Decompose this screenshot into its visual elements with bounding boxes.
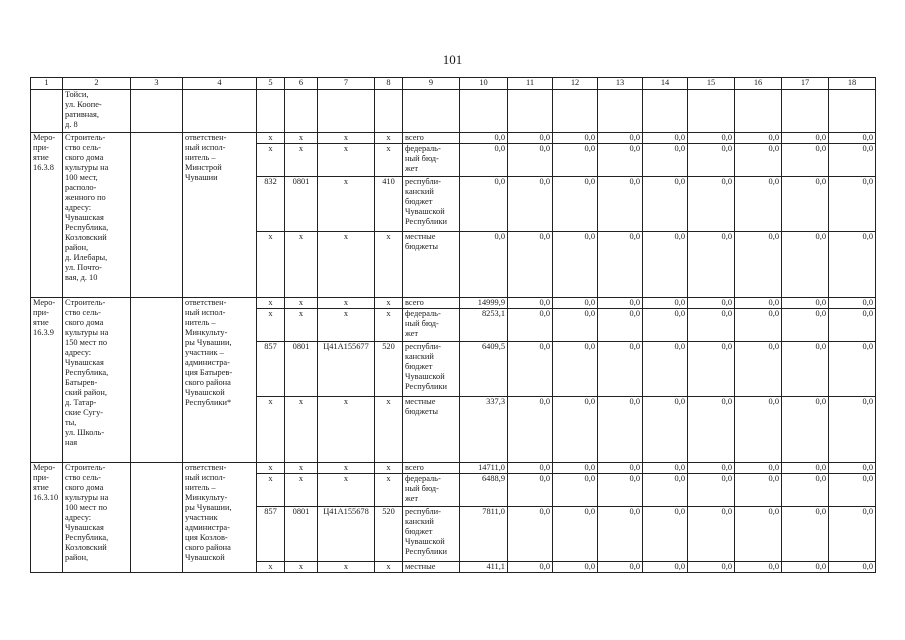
funding-source: республи- канский бюджет Чувашской Республики: [403, 342, 460, 397]
header-cell: 15: [688, 78, 735, 90]
amount-cell: 0,0: [829, 177, 876, 232]
empty-cell: [131, 298, 183, 463]
amount-cell: 0,0: [598, 397, 643, 463]
event-number: Меро- при- ятие 16.3.8: [31, 133, 63, 298]
header-cell: 16: [735, 78, 782, 90]
code-target-article: x: [318, 232, 375, 298]
amount-cell: 0,0: [643, 342, 688, 397]
amount-cell: 0,0: [508, 397, 553, 463]
funding-source: всего: [403, 298, 460, 309]
code-target-article: x: [318, 177, 375, 232]
empty-cell: [598, 90, 643, 133]
funding-source: местные бюджеты: [403, 232, 460, 298]
code-expense-type: x: [375, 474, 403, 507]
amount-cell: 0,0: [782, 298, 829, 309]
amount-cell: 0,0: [688, 474, 735, 507]
header-cell: 12: [553, 78, 598, 90]
empty-cell: [782, 90, 829, 133]
amount-cell: 0,0: [460, 232, 508, 298]
amount-cell: 0,0: [598, 309, 643, 342]
code-grbs: x: [257, 474, 285, 507]
amount-cell: 0,0: [508, 177, 553, 232]
amount-cell: 0,0: [829, 397, 876, 463]
amount-cell: 0,0: [735, 309, 782, 342]
amount-cell: 0,0: [643, 309, 688, 342]
amount-cell: 0,0: [688, 507, 735, 562]
amount-cell: 0,0: [643, 397, 688, 463]
code-section: x: [285, 144, 318, 177]
amount-cell: 0,0: [508, 474, 553, 507]
amount-cell: 0,0: [508, 463, 553, 474]
code-grbs: x: [257, 232, 285, 298]
amount-cell: 0,0: [553, 144, 598, 177]
amount-cell: 0,0: [688, 144, 735, 177]
amount-cell: 0,0: [508, 562, 553, 573]
funding-source: федераль- ный бюд- жет: [403, 144, 460, 177]
amount-cell: 0,0: [782, 309, 829, 342]
amount-cell: 0,0: [688, 298, 735, 309]
funding-source: местные бюджеты: [403, 397, 460, 463]
amount-cell: 0,0: [553, 562, 598, 573]
code-grbs: x: [257, 298, 285, 309]
amount-cell: 0,0: [688, 562, 735, 573]
code-expense-type: x: [375, 463, 403, 474]
header-cell: 17: [782, 78, 829, 90]
object-name: Строитель- ство сель- ского дома культуры на 100 мест по адресу: Чувашская Республика, Козловский район,: [63, 463, 131, 573]
code-grbs: x: [257, 133, 285, 144]
code-target-article: Ц41А155677: [318, 342, 375, 397]
empty-cell: [508, 90, 553, 133]
amount-cell: 0,0: [735, 177, 782, 232]
amount-cell: 0,0: [460, 133, 508, 144]
code-section: x: [285, 133, 318, 144]
amount-cell: 0,0: [598, 507, 643, 562]
funding-source: республи- канский бюджет Чувашской Республики: [403, 507, 460, 562]
amount-cell: 0,0: [553, 177, 598, 232]
funding-source: местные: [403, 562, 460, 573]
empty-cell: [643, 90, 688, 133]
code-expense-type: x: [375, 397, 403, 463]
amount-cell: 7811,0: [460, 507, 508, 562]
amount-cell: 0,0: [688, 342, 735, 397]
header-cell: 8: [375, 78, 403, 90]
code-expense-type: 520: [375, 507, 403, 562]
code-expense-type: x: [375, 298, 403, 309]
code-target-article: x: [318, 474, 375, 507]
code-section: 0801: [285, 507, 318, 562]
amount-cell: 0,0: [735, 144, 782, 177]
amount-cell: 0,0: [643, 507, 688, 562]
code-target-article: x: [318, 298, 375, 309]
code-section: x: [285, 474, 318, 507]
amount-cell: 0,0: [735, 232, 782, 298]
amount-cell: 0,0: [553, 507, 598, 562]
amount-cell: 0,0: [829, 133, 876, 144]
code-grbs: x: [257, 144, 285, 177]
amount-cell: 0,0: [553, 474, 598, 507]
amount-cell: 0,0: [782, 133, 829, 144]
code-target-article: x: [318, 133, 375, 144]
table-row: [31, 90, 876, 133]
code-expense-type: 520: [375, 342, 403, 397]
empty-cell: [829, 90, 876, 133]
amount-cell: 0,0: [508, 232, 553, 298]
header-cell: 11: [508, 78, 553, 90]
empty-cell: [131, 133, 183, 298]
empty-cell: [460, 90, 508, 133]
empty-cell: [735, 90, 782, 133]
code-section: x: [285, 298, 318, 309]
amount-cell: 0,0: [829, 144, 876, 177]
header-cell: 14: [643, 78, 688, 90]
amount-cell: 0,0: [829, 463, 876, 474]
amount-cell: 0,0: [598, 232, 643, 298]
code-section: x: [285, 309, 318, 342]
event-number: Меро- при- ятие 16.3.9: [31, 298, 63, 463]
amount-cell: 0,0: [598, 177, 643, 232]
header-cell: 9: [403, 78, 460, 90]
amount-cell: 0,0: [735, 474, 782, 507]
amount-cell: 0,0: [553, 342, 598, 397]
amount-cell: 0,0: [598, 474, 643, 507]
code-target-article: x: [318, 397, 375, 463]
empty-cell: [183, 90, 257, 133]
empty-cell: [318, 90, 375, 133]
code-target-article: x: [318, 144, 375, 177]
amount-cell: 0,0: [460, 144, 508, 177]
amount-cell: 0,0: [553, 309, 598, 342]
amount-cell: 0,0: [782, 507, 829, 562]
amount-cell: 337,3: [460, 397, 508, 463]
header-cell: 1: [31, 78, 63, 90]
amount-cell: 0,0: [829, 342, 876, 397]
header-cell: 3: [131, 78, 183, 90]
amount-cell: 0,0: [643, 232, 688, 298]
header-row: [31, 78, 876, 90]
code-expense-type: 410: [375, 177, 403, 232]
amount-cell: 14711,0: [460, 463, 508, 474]
amount-cell: 0,0: [782, 397, 829, 463]
amount-cell: 0,0: [782, 562, 829, 573]
amount-cell: 0,0: [782, 232, 829, 298]
header-cell: 5: [257, 78, 285, 90]
amount-cell: 0,0: [688, 463, 735, 474]
funding-source: федераль- ный бюд- жет: [403, 309, 460, 342]
empty-cell: [257, 90, 285, 133]
amount-cell: 0,0: [829, 507, 876, 562]
amount-cell: 0,0: [688, 397, 735, 463]
amount-cell: 0,0: [735, 463, 782, 474]
object-name: Строитель- ство сель- ского дома культуры на 150 мест по адресу: Чувашская Республика, Батырев- ский район, д. Татар- ские Сугу- ты, ул. Школь- ная: [63, 298, 131, 463]
amount-cell: 0,0: [643, 177, 688, 232]
funding-source: всего: [403, 463, 460, 474]
amount-cell: 0,0: [735, 298, 782, 309]
code-grbs: x: [257, 309, 285, 342]
amount-cell: 0,0: [598, 342, 643, 397]
empty-cell: [285, 90, 318, 133]
executor-cell: ответствен- ный испол- нитель – Минкульту- ры Чувашии, участник администра- ция Козлов- ского района Чувашской: [183, 463, 257, 573]
amount-cell: 0,0: [782, 463, 829, 474]
header-cell: 7: [318, 78, 375, 90]
code-section: 0801: [285, 177, 318, 232]
code-grbs: x: [257, 463, 285, 474]
amount-cell: 0,0: [643, 463, 688, 474]
amount-cell: 0,0: [643, 298, 688, 309]
amount-cell: 0,0: [508, 507, 553, 562]
amount-cell: 0,0: [643, 562, 688, 573]
header-cell: 18: [829, 78, 876, 90]
amount-cell: 0,0: [735, 507, 782, 562]
amount-cell: 0,0: [782, 342, 829, 397]
amount-cell: 0,0: [598, 562, 643, 573]
amount-cell: 0,0: [553, 232, 598, 298]
amount-cell: 0,0: [688, 133, 735, 144]
amount-cell: 0,0: [598, 298, 643, 309]
amount-cell: 0,0: [508, 342, 553, 397]
code-expense-type: x: [375, 133, 403, 144]
amount-cell: 0,0: [598, 133, 643, 144]
funding-source: федераль- ный бюд- жет: [403, 474, 460, 507]
amount-cell: 0,0: [643, 474, 688, 507]
amount-cell: 0,0: [460, 177, 508, 232]
amount-cell: 0,0: [735, 397, 782, 463]
executor-cell: ответствен- ный испол- нитель – Минстрой Чувашии: [183, 133, 257, 298]
executor-cell: ответствен- ный испол- нитель – Минкульту- ры Чувашии, участник – администра- ция Батырев- ского района Чувашской Республики*: [183, 298, 257, 463]
amount-cell: 0,0: [553, 133, 598, 144]
code-expense-type: x: [375, 309, 403, 342]
table-row: [31, 463, 876, 474]
amount-cell: 0,0: [598, 463, 643, 474]
header-cell: 2: [63, 78, 131, 90]
code-section: x: [285, 562, 318, 573]
code-section: x: [285, 397, 318, 463]
code-expense-type: x: [375, 144, 403, 177]
amount-cell: 0,0: [782, 474, 829, 507]
amount-cell: 0,0: [782, 177, 829, 232]
header-cell: 10: [460, 78, 508, 90]
empty-cell: [375, 90, 403, 133]
code-expense-type: x: [375, 232, 403, 298]
empty-cell: [131, 90, 183, 133]
amount-cell: 0,0: [643, 144, 688, 177]
amount-cell: 0,0: [735, 562, 782, 573]
code-target-article: x: [318, 562, 375, 573]
amount-cell: 0,0: [688, 232, 735, 298]
header-cell: 13: [598, 78, 643, 90]
code-grbs: 857: [257, 507, 285, 562]
header-cell: 6: [285, 78, 318, 90]
funding-source: всего: [403, 133, 460, 144]
empty-cell: [31, 90, 63, 133]
amount-cell: 0,0: [829, 562, 876, 573]
amount-cell: 0,0: [829, 232, 876, 298]
amount-cell: 0,0: [735, 342, 782, 397]
amount-cell: 0,0: [688, 177, 735, 232]
code-expense-type: x: [375, 562, 403, 573]
budget-table: [30, 77, 876, 573]
amount-cell: 0,0: [508, 133, 553, 144]
amount-cell: 0,0: [598, 144, 643, 177]
empty-cell: [553, 90, 598, 133]
funding-source: республи- канский бюджет Чувашской Республики: [403, 177, 460, 232]
amount-cell: 0,0: [643, 133, 688, 144]
code-target-article: x: [318, 309, 375, 342]
code-target-article: Ц41А155678: [318, 507, 375, 562]
code-section: x: [285, 232, 318, 298]
object-name: Тойси, ул. Коопе- ративная, д. 8: [63, 90, 131, 133]
code-grbs: 832: [257, 177, 285, 232]
amount-cell: 0,0: [508, 144, 553, 177]
amount-cell: 14999,9: [460, 298, 508, 309]
object-name: Строитель- ство сель- ского дома культуры на 100 мест, располо- женного по адресу: Чувашская Республика, Козловский район, д. Илебары, ул. Почто- вая, д. 10: [63, 133, 131, 298]
code-section: 0801: [285, 342, 318, 397]
amount-cell: 0,0: [735, 133, 782, 144]
amount-cell: 0,0: [829, 474, 876, 507]
amount-cell: 0,0: [782, 144, 829, 177]
amount-cell: 0,0: [553, 463, 598, 474]
empty-cell: [688, 90, 735, 133]
code-grbs: x: [257, 397, 285, 463]
amount-cell: 0,0: [829, 298, 876, 309]
amount-cell: 0,0: [688, 309, 735, 342]
code-target-article: x: [318, 463, 375, 474]
empty-cell: [131, 463, 183, 573]
amount-cell: 0,0: [508, 309, 553, 342]
code-section: x: [285, 463, 318, 474]
amount-cell: 6488,9: [460, 474, 508, 507]
event-number: Меро- при- ятие 16.3.10: [31, 463, 63, 573]
amount-cell: 8253,1: [460, 309, 508, 342]
page-number: 101: [442, 52, 463, 67]
table-row: [31, 133, 876, 144]
amount-cell: 6409,5: [460, 342, 508, 397]
code-grbs: 857: [257, 342, 285, 397]
table-row: [31, 298, 876, 309]
amount-cell: 0,0: [553, 397, 598, 463]
amount-cell: 0,0: [553, 298, 598, 309]
empty-cell: [403, 90, 460, 133]
code-grbs: x: [257, 562, 285, 573]
amount-cell: 411,1: [460, 562, 508, 573]
amount-cell: 0,0: [508, 298, 553, 309]
header-cell: 4: [183, 78, 257, 90]
amount-cell: 0,0: [829, 309, 876, 342]
